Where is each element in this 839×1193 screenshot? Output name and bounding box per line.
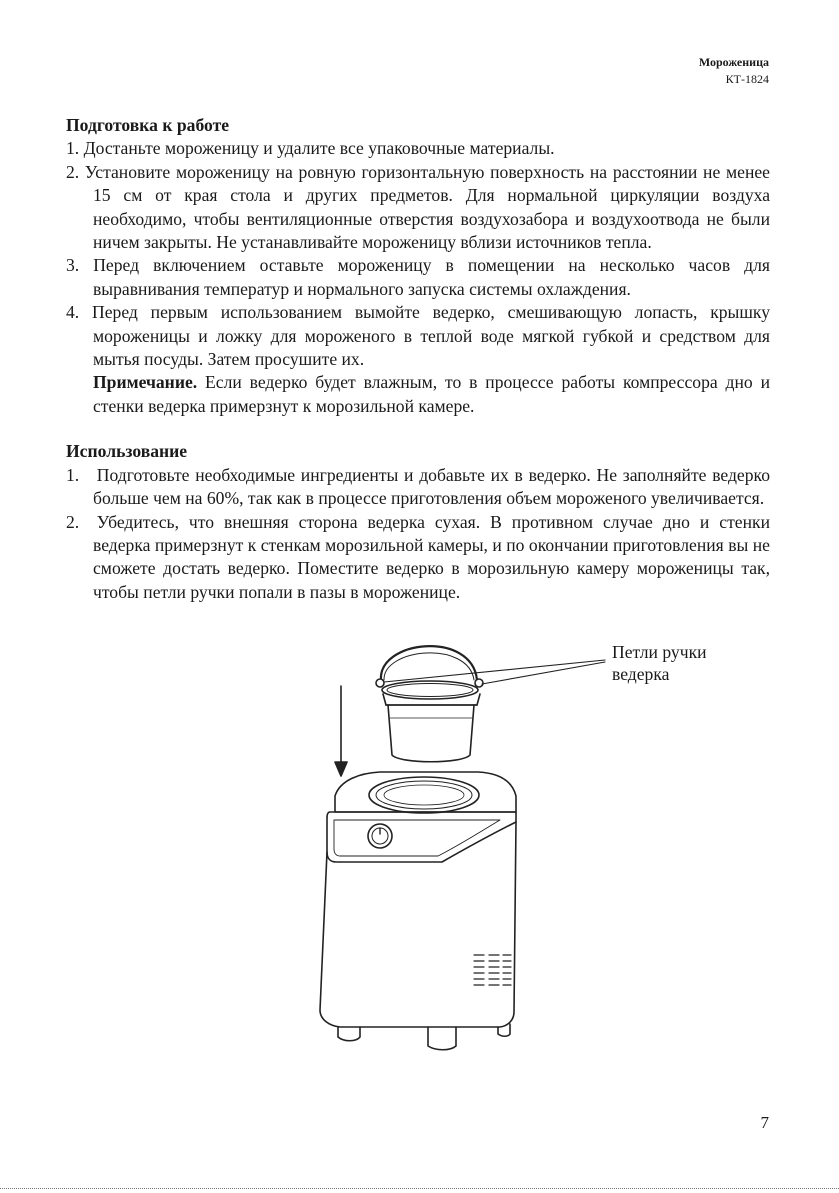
section-title-usage: Использование bbox=[66, 441, 188, 462]
preparation-step-1: 1. Достаньте мороженицу и удалите все упаковочные материалы. bbox=[66, 138, 555, 159]
callout-line-1: Петли ручки bbox=[612, 642, 707, 662]
product-name: Мороженица bbox=[698, 55, 769, 69]
usage-step-1: 1. Подготовьте необходимые ингредиенты и добавьте их в ведерко. Не заполняйте ведерко больше чем на 60%, так как в процессе приготовления объем мороженого увеличивается. bbox=[66, 464, 770, 509]
control-panel bbox=[327, 812, 516, 862]
model-number: КТ-1824 bbox=[725, 72, 769, 86]
main-content bbox=[66, 114, 770, 604]
preparation-step-2: 2. Установите мороженицу на ровную горизонтальную поверхность на расстоянии не менее 15 см от края стола и других предметов. Для нормальной циркуляции воздуха необходимо, чтобы вентиляционные отверстия воздухозабора и воздухоотвода не были ничем закрыты. Не устанавливайте мороженицу вблизи источников тепла. bbox=[66, 161, 770, 253]
machine-top bbox=[335, 772, 516, 813]
note-text: Если ведерко будет влажным, то в процессе работы компрессора дно и стенки ведерка примерзнут к морозильной камере. bbox=[93, 372, 770, 416]
bucket-handle-icon bbox=[381, 646, 477, 680]
insert-arrow-icon bbox=[335, 686, 347, 776]
note-label: Примечание. bbox=[93, 372, 198, 393]
machine-body bbox=[320, 822, 516, 1050]
page-header bbox=[699, 54, 769, 88]
usage-step-2: 2. Убедитесь, что внешняя сторона ведерка сухая. В противном случае дно и стенки ведерка примерзнут к стенкам морозильной камеры, и по окончании приготовления вы не сможете достать ведерко. Поместите ведерко в морозильную камеру мороженицы так, чтобы петли ручки попали в пазы в мороженице. bbox=[66, 511, 770, 602]
bucket-loops-callout bbox=[612, 641, 707, 685]
callout-leader-lines bbox=[384, 660, 605, 684]
page-bottom-border bbox=[0, 1188, 839, 1189]
page-number: 7 bbox=[760, 1113, 769, 1132]
section-title-preparation: Подготовка к работе bbox=[66, 115, 230, 135]
callout-line-2: ведерка bbox=[612, 664, 670, 684]
bucket-icon bbox=[376, 679, 483, 762]
preparation-step-4: 4. Перед первым использованием вымойте ведерко, смешивающую лопасть, крышку мороженицы и ложку для мороженого в теплой воде мягкой губкой и средством для мытья посуды. Затем просушите их. bbox=[66, 302, 770, 370]
preparation-note bbox=[66, 371, 770, 418]
preparation-step-3: 3. Перед включением оставьте мороженицу в помещении на несколько часов для выравнивания температур и нормального запуска системы охлаждения. bbox=[66, 255, 770, 299]
